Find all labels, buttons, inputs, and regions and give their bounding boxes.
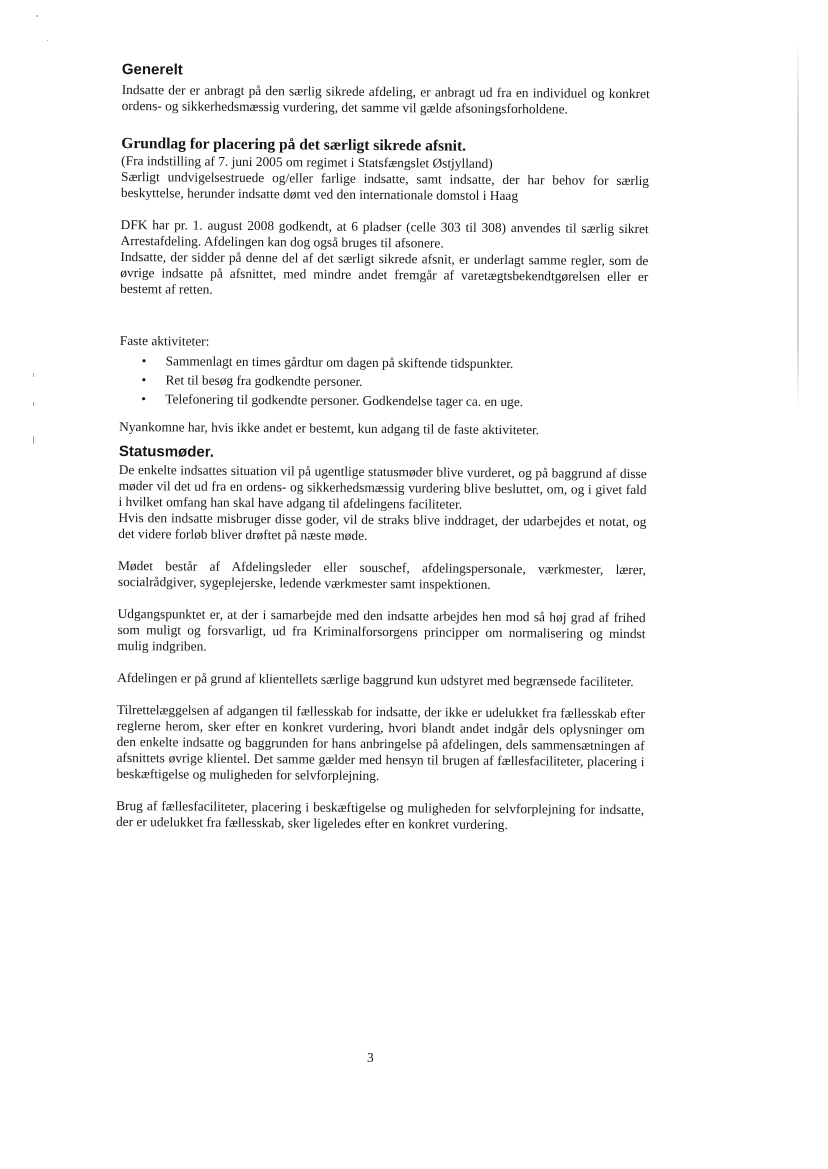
paragraph-dfk-regler: Indsatte, der sidder på denne del af det særligt sikrede afsnit, er underlagt samme regler, som de øvrige indsatte på afsnittet, med mindre andet fremgår af varetægtsbekendtgørelsen eller er bestemt af retten. [120,248,649,297]
paragraph-statusmoder-misbrug: Hvis den indsatte misbruger disse goder, vil de straks blive inddraget, der udarbejdes et notat, og det videre forløb bliver drøftet på næste møde. [118,509,647,543]
list-item [119,389,647,412]
paragraph-grundlag-source: (Fra indstilling af 7. juni 2005 om regimet i Statsfængslet Østjylland) [121,152,493,171]
scan-speck [33,436,34,444]
scan-speck [33,402,34,406]
scan-speck [36,15,38,17]
paragraph-statusmoder: De enkelte indsattes situation vil på ugentlige statusmøder blive vurderet, og på baggrund af disse møder vil det ud fra en ordens- og sikkerhedsmæssig vurdering blive besluttet, om, og i givet fald i hvilket omfang han skal have adgang til afdelingens faciliteter. [118,461,647,512]
list-item-text: Ret til besøg fra godkendte personer. [165,372,363,389]
list-item-text: Sammenlagt en times gårdtur om dagen på skiftende tidspunkter. [165,353,514,372]
scan-edge-shadow [797,40,799,410]
page-number: 3 [367,1050,374,1065]
scan-speck [47,40,48,41]
bullet-icon: • [141,372,147,388]
scan-speck [33,373,34,377]
paragraph-afdelingen: Afdelingen er på grund af klientellets særlige baggrund kun udstyret med begrænsede faciliteter. [117,669,634,690]
paragraph-brug: Brug af fællesfaciliteter, placering i beskæftigelse og muligheden for selvforplejning for indsatte, der er udelukket fra fællesskab, sker ligeledes efter en konkret vurdering. [115,797,645,833]
paragraph-grundlag: Særligt undvigelsestruede og/eller farlige indsatte, samt indsatte, der har behov for særlig beskyttelse, herunder indsatte dømt ved den internationale domstol i Haag [120,168,650,204]
heading-grundlag: Grundlag for placering på det særligt sikrede afsnit. [121,134,467,155]
bullet-icon: • [141,353,147,369]
bullet-icon: • [141,391,147,407]
heading-statusmoder: Statusmøder. [118,442,215,461]
faste-aktiviteter-list [119,351,647,412]
faste-aktiviteter-intro: Faste aktiviteter: [119,332,210,349]
page-content [116,58,650,834]
paragraph-generelt: Indsatte der er anbragt på den særlig sikrede afdeling, er anbragt ud fra en individuel og konkret ordens- og sikkerhedsmæssig vurdering, det samme vil gælde afsoningsforholdene. [121,81,650,117]
paragraph-nyankomne: Nyankomne har, hvis ikke andet er bestemt, kun adgang til de faste aktiviteter. [119,418,540,438]
heading-generelt: Generelt [121,60,183,79]
paragraph-dfk: DFK har pr. 1. august 2008 godkendt, at 6 pladser (celle 303 til 308) anvendes til særlig sikret Arrestafdeling. Afdelingen kan dog også bruges til afsonere. [120,216,649,251]
paragraph-tilrettelaeggelse: Tilrettelæggelsen af adgangen til fællesskab for indsatte, der ikke er udelukket fra fællesskab efter reglerne herom, sker efter en konkret vurdering, hvori blandt andet indgår dels oplysninger om den enkelte indsatte og baggrunden for hans anbringelse på afdelingen, dels sammensætningen af afsnittets øvrige klientel. Det samme gælder med hensyn til brugen af fællesfaciliteter, placering i beskæftigelse og muligheden for selvforplejning. [116,701,645,784]
paragraph-udgangspunkt: Udgangspunktet er, at der i samarbejde med den indsatte arbejdes hen mod så høj grad af frihed som muligt og forsvarligt, ud fra Kriminalforsorgens principper om normalisering og mindst mulig indgriben. [117,605,646,654]
paragraph-modet: Mødet består af Afdelingsleder eller souschef, afdelingspersonale, værkmester, lærer, socialrådgiver, sygeplejerske, ledende værkmester samt inspektionen. [117,557,647,592]
list-item-text: Telefonering til godkendte personer. Godkendelse tager ca. en uge. [165,391,524,410]
